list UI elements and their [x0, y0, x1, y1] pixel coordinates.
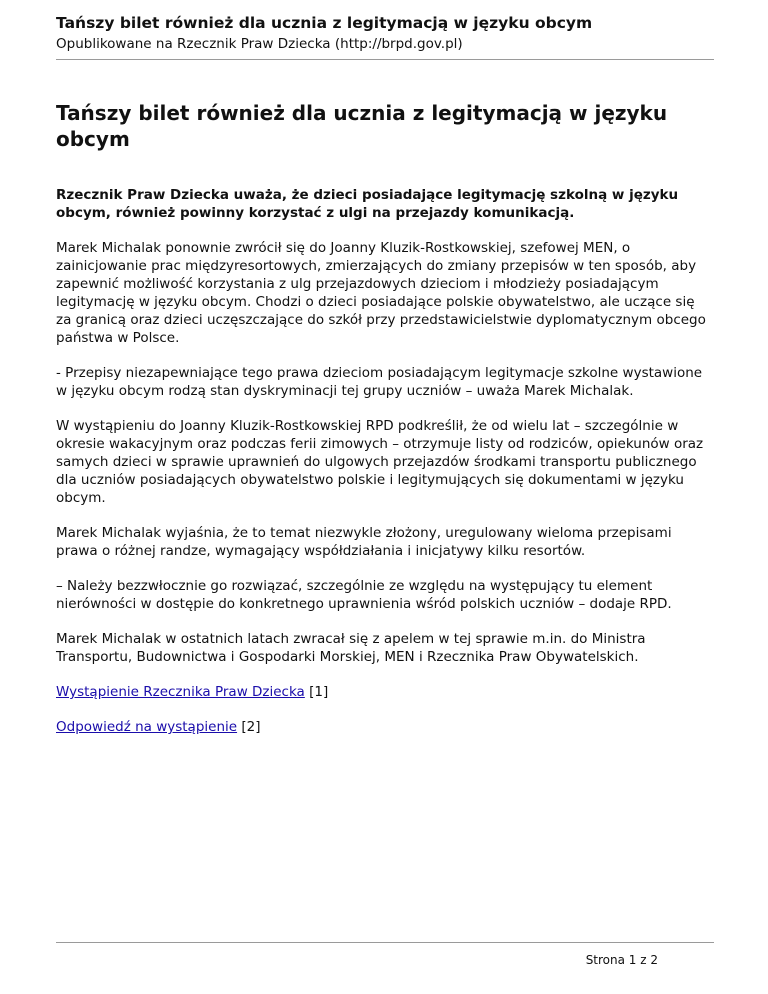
statement-link-ref: [1] — [309, 684, 329, 700]
link-line-statement — [56, 683, 714, 701]
page — [56, 14, 714, 736]
article-title: Tańszy bilet również dla ucznia z legitymacją w języku obcym — [56, 101, 668, 151]
paragraph: – Należy bezzwłocznie go rozwiązać, szczególnie ze względu na występujący tu element nierówności w dostępie do konkretnego uprawnienia wśród polskich uczniów – dodaje RPD. — [56, 578, 672, 612]
article — [56, 100, 714, 736]
link-line-response — [56, 718, 714, 736]
paragraph: Marek Michalak ponownie zwrócił się do Joanny Kluzik-Rostkowskiej, szefowej MEN, o zainicjowanie prac międzyresortowych, zmierzających do zmiany przepisów w ten sposób, aby zapewnić możliwość korzystania z ulg przejazdowych dzieciom i młodzieży posiadającym legitymację w języku obcym. Chodzi o dzieci posiadające polskie obywatelstwo, ale uczące się za granicą oraz dzieci uczęszczające do szkół przy przedstawicielstwie dyplomatycznym obcego państwa w Polsce. — [56, 240, 706, 346]
page-header — [56, 14, 714, 60]
paragraph: Marek Michalak wyjaśnia, że to temat niezwykle złożony, uregulowany wieloma przepisami prawa o różnej randze, wymagający współdziałania i inicjatywy kilku resortów. — [56, 525, 672, 559]
header-title: Tańszy bilet również dla ucznia z legitymacją w języku obcym — [56, 14, 593, 32]
header-published-source: Opublikowane na Rzecznik Praw Dziecka (http://brpd.gov.pl) — [56, 36, 463, 52]
footer-divider — [56, 942, 714, 943]
statement-link[interactable]: Wystąpienie Rzecznika Praw Dziecka — [56, 684, 305, 700]
page-footer — [56, 942, 714, 967]
header-divider — [56, 59, 714, 60]
page-number: Strona 1 z 2 — [585, 953, 658, 967]
article-lead: Rzecznik Praw Dziecka uważa, że dzieci posiadające legitymację szkolną w języku obcym, również powinny korzystać z ulgi na przejazdy komunikacją. — [56, 187, 679, 221]
paragraph: - Przepisy niezapewniające tego prawa dzieciom posiadającym legitymacje szkolne wystawione w języku obcym rodzą stan dyskryminacji tej grupy uczniów – uważa Marek Michalak. — [56, 365, 703, 399]
paragraph: Marek Michalak w ostatnich latach zwracał się z apelem w tej sprawie m.in. do Ministra Transportu, Budownictwa i Gospodarki Morskiej, MEN i Rzecznika Praw Obywatelskich. — [56, 631, 646, 665]
response-link-ref: [2] — [241, 719, 261, 735]
response-link[interactable]: Odpowiedź na wystąpienie — [56, 719, 238, 735]
paragraph: W wystąpieniu do Joanny Kluzik-Rostkowskiej RPD podkreślił, że od wielu lat – szczególnie w okresie wakacyjnym oraz podczas ferii zimowych – otrzymuje listy od rodziców, opiekunów oraz samych dzieci w sprawie uprawnień do ulgowych przejazdów środkami transportu publicznego dla uczniów posiadających obywatelstwo polskie i legitymujących się dokumentami w języku obcym. — [56, 418, 704, 506]
